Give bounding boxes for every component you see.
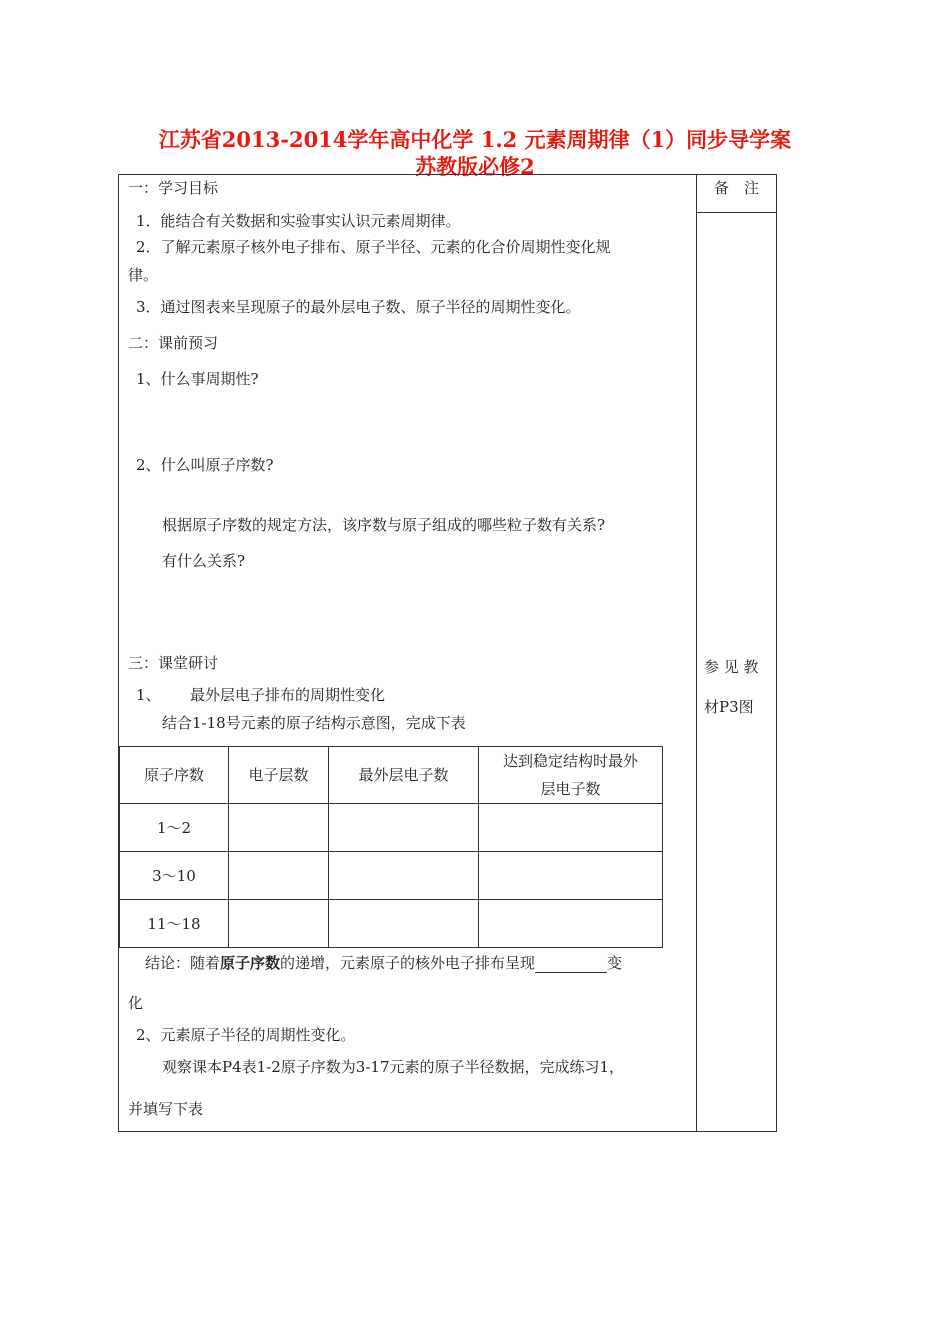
table-row-label: 11～18 bbox=[120, 900, 229, 948]
conclusion-keyword: 原子序数 bbox=[220, 954, 281, 972]
table-cell[interactable] bbox=[229, 852, 329, 900]
question-4: 有什么关系? bbox=[162, 552, 246, 570]
question-1: 1、什么事周期性? bbox=[136, 370, 259, 388]
table-header-line: 层电子数 bbox=[540, 780, 601, 798]
question-3: 根据原子序数的规定方法，该序数与原子组成的哪些粒子数有关系? bbox=[162, 516, 606, 534]
conclusion bbox=[145, 953, 622, 973]
conclusion-end: 变 bbox=[607, 954, 623, 972]
notes-column-divider bbox=[696, 174, 697, 1132]
table-cell[interactable] bbox=[479, 852, 663, 900]
document-subtitle: 苏教版必修2 bbox=[415, 154, 535, 179]
table-header-line: 达到稳定结构时最外 bbox=[502, 752, 638, 770]
topic-2-task-cont: 并填写下表 bbox=[128, 1100, 204, 1118]
table-cell[interactable] bbox=[229, 900, 329, 948]
topic-1-title: 最外层电子排布的周期性变化 bbox=[190, 686, 386, 704]
notes-line-1: 参 见 教 bbox=[704, 658, 759, 676]
table-header bbox=[479, 747, 663, 804]
table-header: 原子序数 bbox=[120, 747, 229, 804]
table-row-label: 3～10 bbox=[120, 852, 229, 900]
table-cell[interactable] bbox=[479, 804, 663, 852]
table-header: 最外层电子数 bbox=[329, 747, 479, 804]
table-cell[interactable] bbox=[479, 900, 663, 948]
section-heading-preview: 二：课前预习 bbox=[128, 334, 219, 352]
notes-line-2: 材P3图 bbox=[704, 698, 754, 716]
table-cell[interactable] bbox=[329, 804, 479, 852]
table-header: 电子层数 bbox=[229, 747, 329, 804]
section-heading-discussion: 三：课堂研讨 bbox=[128, 654, 219, 672]
table-cell[interactable] bbox=[329, 900, 479, 948]
conclusion-pre: 结论：随着 bbox=[145, 954, 221, 972]
goal-2-cont: 律。 bbox=[128, 266, 159, 284]
conclusion-cont: 化 bbox=[128, 994, 144, 1012]
notes-header: 备 注 bbox=[714, 179, 760, 197]
topic-2-title: 2、元素原子半径的周期性变化。 bbox=[136, 1026, 356, 1044]
electron-table bbox=[119, 746, 663, 948]
question-2: 2、什么叫原子序数? bbox=[136, 456, 274, 474]
topic-2-task: 观察课本P4表1-2原子序数为3-17元素的原子半径数据，完成练习1， bbox=[162, 1058, 625, 1076]
notes-header-divider bbox=[696, 212, 777, 213]
table-cell[interactable] bbox=[329, 852, 479, 900]
table-cell[interactable] bbox=[229, 804, 329, 852]
topic-1-task: 结合1-18号元素的原子结构示意图，完成下表 bbox=[162, 714, 466, 732]
section-heading-goals: 一：学习目标 bbox=[128, 179, 219, 197]
conclusion-post: 的递增，元素原子的核外电子排布呈现 bbox=[280, 954, 536, 972]
goal-3: 3．通过图表来呈现原子的最外层电子数、原子半径的周期性变化。 bbox=[136, 298, 581, 316]
table-row-label: 1～2 bbox=[120, 804, 229, 852]
document-title: 江苏省2013-2014学年高中化学 1.2 元素周期律（1）同步导学案 bbox=[158, 127, 792, 152]
answer-blank[interactable] bbox=[535, 956, 607, 973]
goal-2: 2．了解元素原子核外电子排布、原子半径、元素的化合价周期性变化规 bbox=[136, 238, 611, 256]
topic-1-number: 1、 bbox=[136, 686, 161, 704]
goal-1: 1．能结合有关数据和实验事实认识元素周期律。 bbox=[136, 212, 461, 230]
